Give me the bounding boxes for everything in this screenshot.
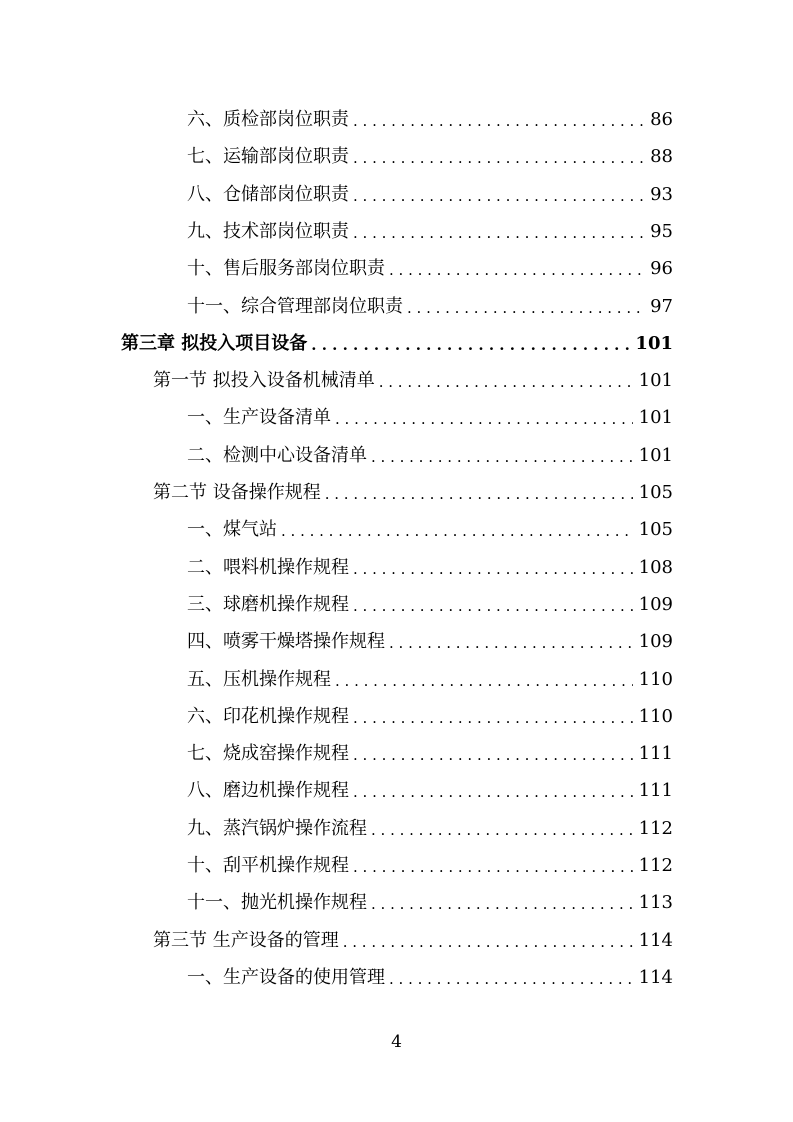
toc-dot-leader: [353, 774, 633, 811]
toc-dot-leader: [353, 178, 644, 215]
toc-entry-title: 六、印花机操作规程: [187, 705, 349, 727]
toc-entry-page: 108: [638, 556, 673, 578]
toc-subsection-entry[interactable]: [187, 884, 673, 921]
toc-entry-title: 九、蒸汽锅炉操作流程: [187, 817, 367, 839]
toc-dot-leader: [389, 961, 633, 998]
toc-subsection-entry[interactable]: [187, 847, 673, 884]
toc-entry-page: 109: [638, 631, 673, 653]
toc-dot-leader: [371, 886, 633, 923]
toc-dot-leader: [379, 364, 633, 401]
toc-subsection-entry[interactable]: [187, 511, 673, 548]
toc-subsection-entry[interactable]: [187, 288, 673, 325]
toc-entry-title: 第一节 拟投入设备机械清单: [153, 370, 375, 392]
toc-entry-title: 第三节 生产设备的管理: [153, 929, 339, 951]
toc-entry-page: 111: [638, 743, 673, 765]
toc-entry-page: 101: [638, 444, 673, 466]
toc-subsection-entry[interactable]: [187, 213, 673, 250]
toc-entry-page: 114: [638, 929, 673, 951]
toc-entry-page: 110: [638, 705, 673, 727]
toc-entry-page: 101: [638, 407, 673, 429]
toc-entry-title: 五、压机操作规程: [187, 668, 331, 690]
toc-entry-title: 二、检测中心设备清单: [187, 444, 367, 466]
toc-subsection-entry[interactable]: [187, 250, 673, 287]
toc-entry-title: 第二节 设备操作规程: [153, 482, 321, 503]
toc-subsection-entry[interactable]: [187, 586, 673, 623]
toc-subsection-entry[interactable]: [187, 138, 673, 175]
toc-subsection-entry[interactable]: [187, 549, 673, 586]
toc-chapter-entry[interactable]: [121, 325, 673, 362]
toc-subsection-entry[interactable]: [187, 959, 673, 996]
toc-dot-leader: [353, 551, 633, 588]
toc-entry-page: 105: [638, 519, 673, 541]
toc-dot-leader: [353, 103, 644, 140]
toc-dot-leader: [335, 401, 633, 438]
toc-subsection-entry[interactable]: [187, 623, 673, 660]
toc-entry-title: 十、售后服务部岗位职责: [187, 258, 385, 280]
toc-entry-title: 十一、抛光机操作规程: [187, 892, 367, 914]
toc-dot-leader: [371, 439, 633, 476]
toc-entry-title: 八、磨边机操作规程: [187, 780, 349, 802]
toc-dot-leader: [353, 700, 633, 737]
toc-entry-page: 93: [650, 183, 673, 205]
toc-entry-page: 105: [638, 482, 673, 503]
toc-entry-title: 一、煤气站: [187, 519, 277, 541]
toc-entry-page: 95: [650, 220, 673, 242]
page-number: 4: [391, 1032, 402, 1052]
toc-section-entry[interactable]: [153, 922, 673, 959]
toc-entry-title: 六、质检部岗位职责: [187, 109, 349, 130]
toc-dot-leader: [335, 663, 633, 700]
toc-dot-leader: [407, 290, 644, 327]
toc-entry-title: 七、烧成窑操作规程: [187, 743, 349, 765]
toc-dot-leader: [389, 625, 633, 662]
toc-dot-leader: [353, 849, 633, 886]
toc-dot-leader: [353, 737, 633, 774]
toc-entry-page: 101: [638, 370, 673, 392]
toc-entry-page: 110: [638, 668, 673, 690]
toc-entry-title: 十一、综合管理部岗位职责: [187, 295, 403, 317]
toc-entry-title: 一、生产设备清单: [187, 407, 331, 429]
toc-subsection-entry[interactable]: [187, 176, 673, 213]
toc-entry-page: 86: [650, 109, 673, 130]
toc-subsection-entry[interactable]: [187, 399, 673, 436]
toc-entry-page: 101: [635, 332, 673, 354]
toc-entry-page: 96: [650, 258, 673, 280]
toc-subsection-entry[interactable]: [187, 810, 673, 847]
toc-entry-page: 112: [638, 855, 673, 876]
toc-entry-page: 88: [650, 146, 673, 168]
toc-entry-page: 113: [638, 892, 673, 914]
toc-entry-title: 一、生产设备的使用管理: [187, 966, 385, 988]
toc-section-entry[interactable]: [153, 362, 673, 399]
toc-dot-leader: [353, 588, 633, 625]
toc-subsection-entry[interactable]: [187, 661, 673, 698]
toc-subsection-entry[interactable]: [187, 772, 673, 809]
toc-subsection-entry[interactable]: [187, 101, 673, 138]
toc-dot-leader: [353, 215, 644, 252]
toc-entry-title: 八、仓储部岗位职责: [187, 183, 349, 205]
toc-section-entry[interactable]: [153, 474, 673, 511]
toc-entry-title: 三、球磨机操作规程: [187, 593, 349, 615]
toc-dot-leader: [389, 252, 644, 289]
toc-entry-title: 第三章 拟投入项目设备: [121, 332, 308, 354]
toc-dot-leader: [281, 513, 633, 550]
toc-entry-page: 109: [638, 593, 673, 615]
toc-entry-page: 97: [650, 295, 673, 317]
toc-entry-title: 十、刮平机操作规程: [187, 855, 349, 876]
toc-dot-leader: [353, 140, 644, 177]
toc-entry-title: 七、运输部岗位职责: [187, 146, 349, 168]
toc-entry-page: 111: [638, 780, 673, 802]
toc-dot-leader: [371, 812, 633, 849]
toc-dot-leader: [311, 327, 629, 364]
toc-dot-leader: [325, 476, 633, 513]
toc-entry-page: 112: [638, 817, 673, 839]
toc-entry-page: 114: [638, 966, 673, 988]
toc-entry-title: 二、喂料机操作规程: [187, 556, 349, 578]
toc-entry-title: 四、喷雾干燥塔操作规程: [187, 631, 385, 653]
toc-dot-leader: [343, 924, 633, 961]
toc-subsection-entry[interactable]: [187, 437, 673, 474]
toc-entry-title: 九、技术部岗位职责: [187, 220, 349, 242]
toc-subsection-entry[interactable]: [187, 698, 673, 735]
toc-subsection-entry[interactable]: [187, 735, 673, 772]
